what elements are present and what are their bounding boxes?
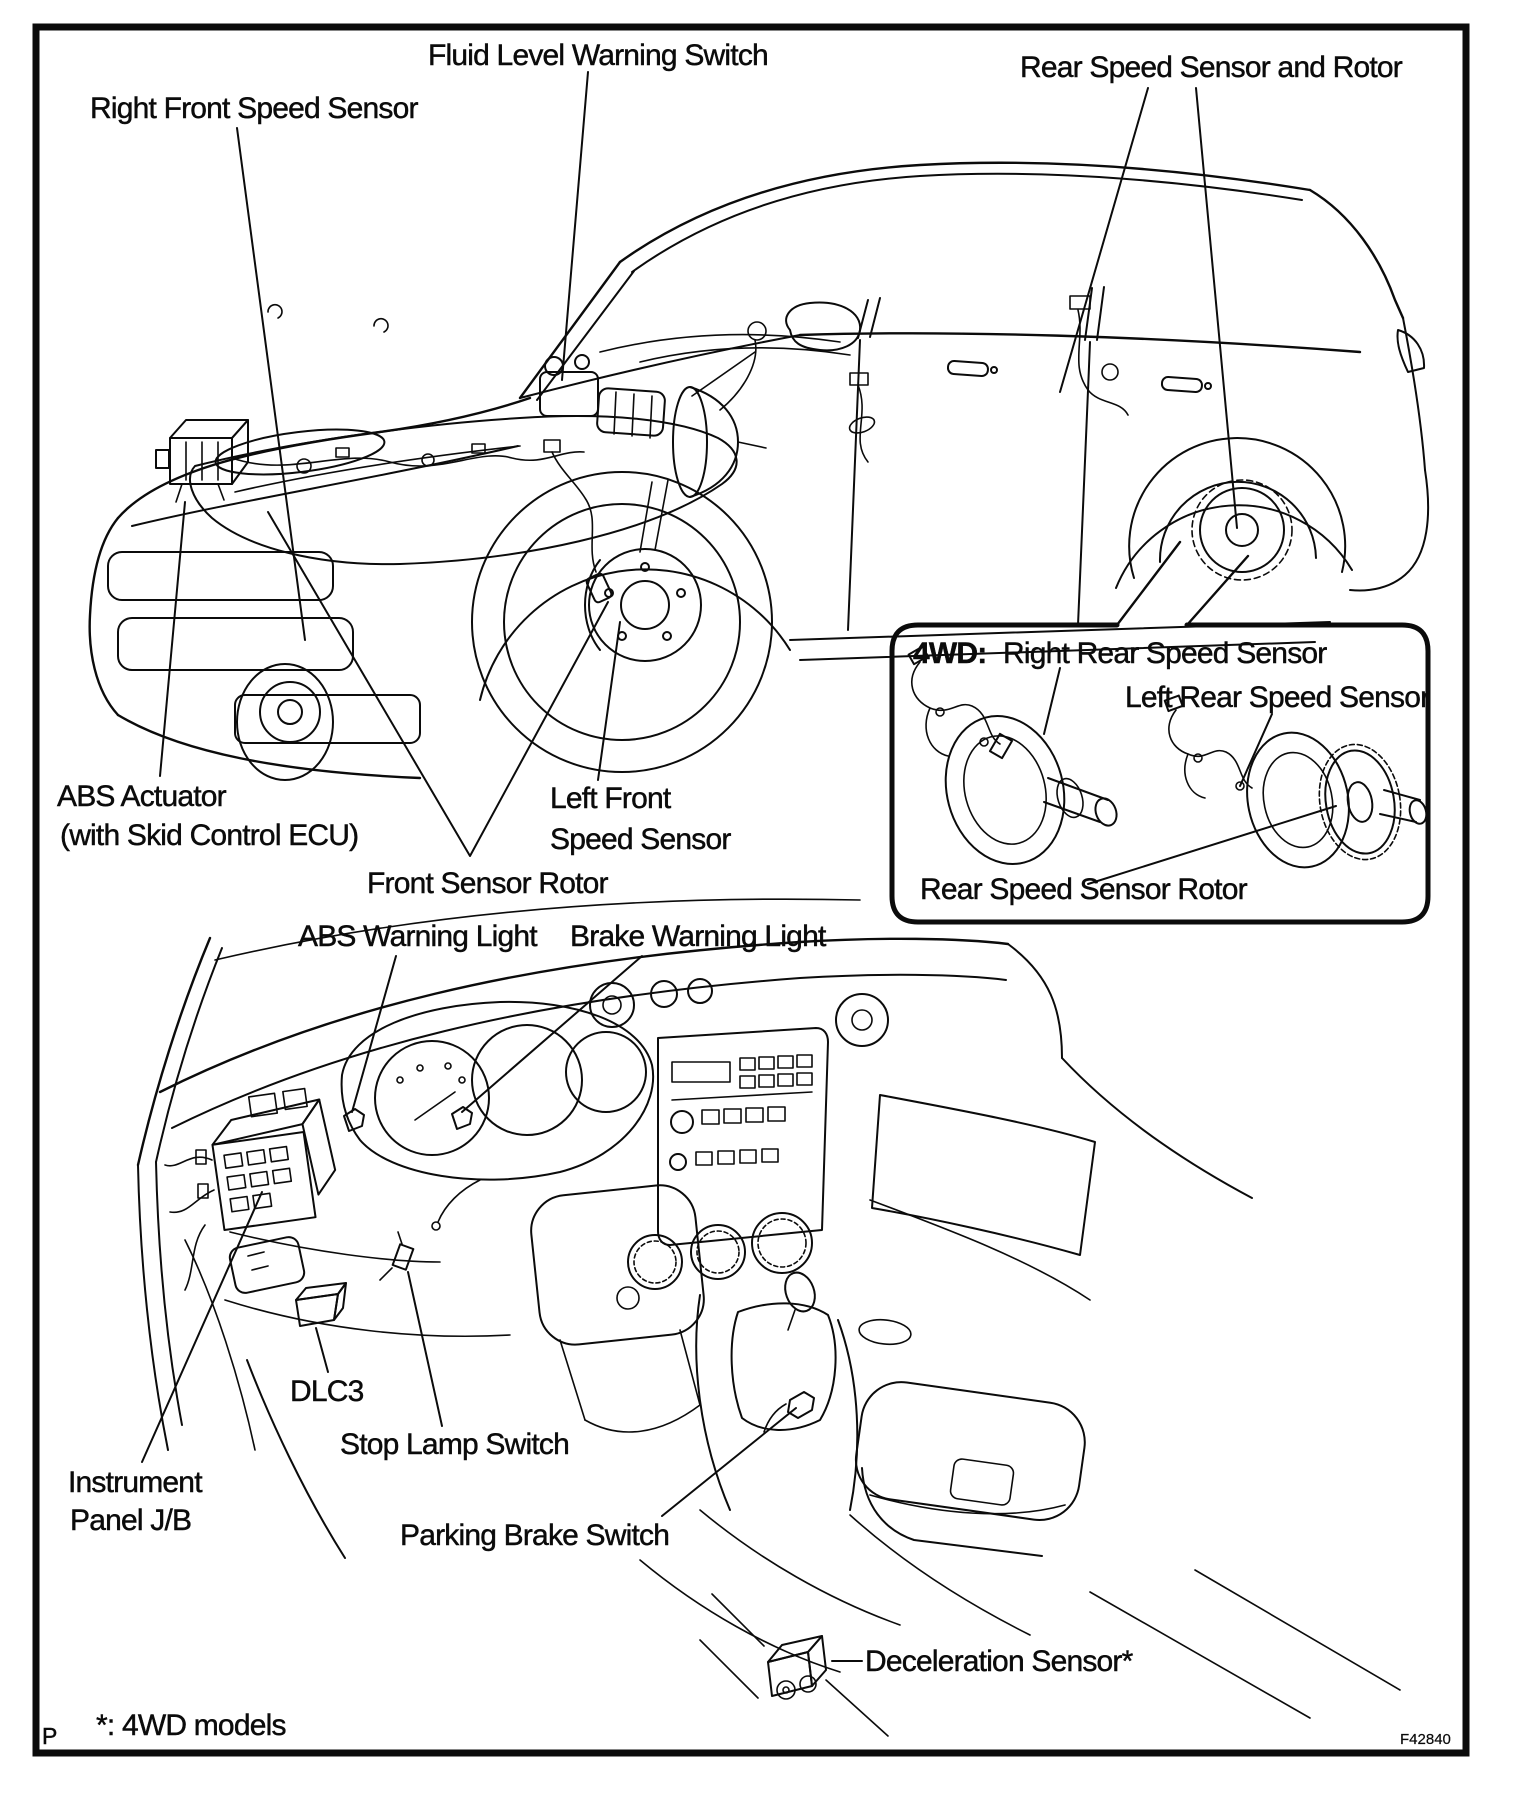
leader-fluid-level [562,72,588,380]
brake-warning-light-mark [452,1107,472,1129]
label-brake-warning-light: Brake Warning Light [570,920,826,953]
leader-left-rear-inset [1240,714,1272,786]
leader-stop-lamp [408,1272,442,1426]
left-front-wheel [472,472,790,772]
steering-column [432,1180,707,1432]
leader-instrument-jb [142,1192,262,1462]
leader-lines [142,72,1336,1661]
label-abs-actuator-line1: ABS Actuator [57,780,226,813]
label-front-sensor-rotor: Front Sensor Rotor [367,867,608,900]
inset-4wd-box [892,542,1429,922]
armrest-console [851,1377,1090,1556]
label-dlc3: DLC3 [290,1375,364,1408]
deceleration-sensor-part [768,1636,826,1699]
leader-rear-sensor [1060,88,1237,528]
leader-parking-brake [662,1408,796,1516]
label-rear-speed-sensor-and-rotor: Rear Speed Sensor and Rotor [1020,51,1402,84]
figure-border [36,27,1466,1753]
label-instrument-jb-line2: Panel J/B [70,1504,192,1537]
leader-right-rear-inset [1044,668,1060,734]
label-right-rear-speed-sensor: Right Rear Speed Sensor [1003,637,1327,670]
center-stack [658,1028,828,1245]
hvac-dials [617,1213,812,1309]
label-deceleration-sensor: Deceleration Sensor* [865,1645,1133,1678]
leader-abs-actuator [160,502,185,776]
label-parking-brake-switch: Parking Brake Switch [400,1519,670,1552]
label-right-front-speed-sensor: Right Front Speed Sensor [90,92,418,125]
right-front-rotor-part [237,664,333,780]
footnote-4wd-models: *: 4WD models [96,1709,286,1742]
figure-code: F42840 [1400,1731,1451,1748]
leader-abs-warning [352,956,396,1112]
abs-warning-light-mark [344,1109,364,1131]
label-abs-warning-light: ABS Warning Light [298,920,537,953]
rear-wheel [1116,438,1352,588]
label-instrument-jb-line1: Instrument [68,1466,202,1499]
label-left-rear-speed-sensor: Left Rear Speed Sensor [1125,681,1430,714]
leader-dlc3 [316,1328,328,1372]
label-fluid-level-warning-switch: Fluid Level Warning Switch [428,39,768,72]
instrument-panel-jb-part [165,1089,338,1230]
label-stop-lamp-switch: Stop Lamp Switch [340,1428,569,1461]
leader-right-front-sensor [237,128,305,640]
instrument-cluster [342,1002,654,1180]
right-rear-sensor-drawing [909,647,1121,878]
left-rear-sensor-drawing [1165,696,1429,877]
left-front-speed-sensor-part [544,440,613,604]
page-marker: P [42,1723,57,1749]
label-abs-actuator-line2: (with Skid Control ECU) [60,819,359,852]
label-4wd-prefix: 4WD: [913,637,987,670]
label-left-front-line2: Speed Sensor [550,823,731,856]
abs-actuator-part [156,420,248,502]
leader-left-front-sensor [598,622,620,780]
label-rear-speed-sensor-rotor: Rear Speed Sensor Rotor [920,873,1247,906]
dashboard-drawing [138,899,1400,1736]
label-left-front-line1: Left Front [550,782,671,815]
